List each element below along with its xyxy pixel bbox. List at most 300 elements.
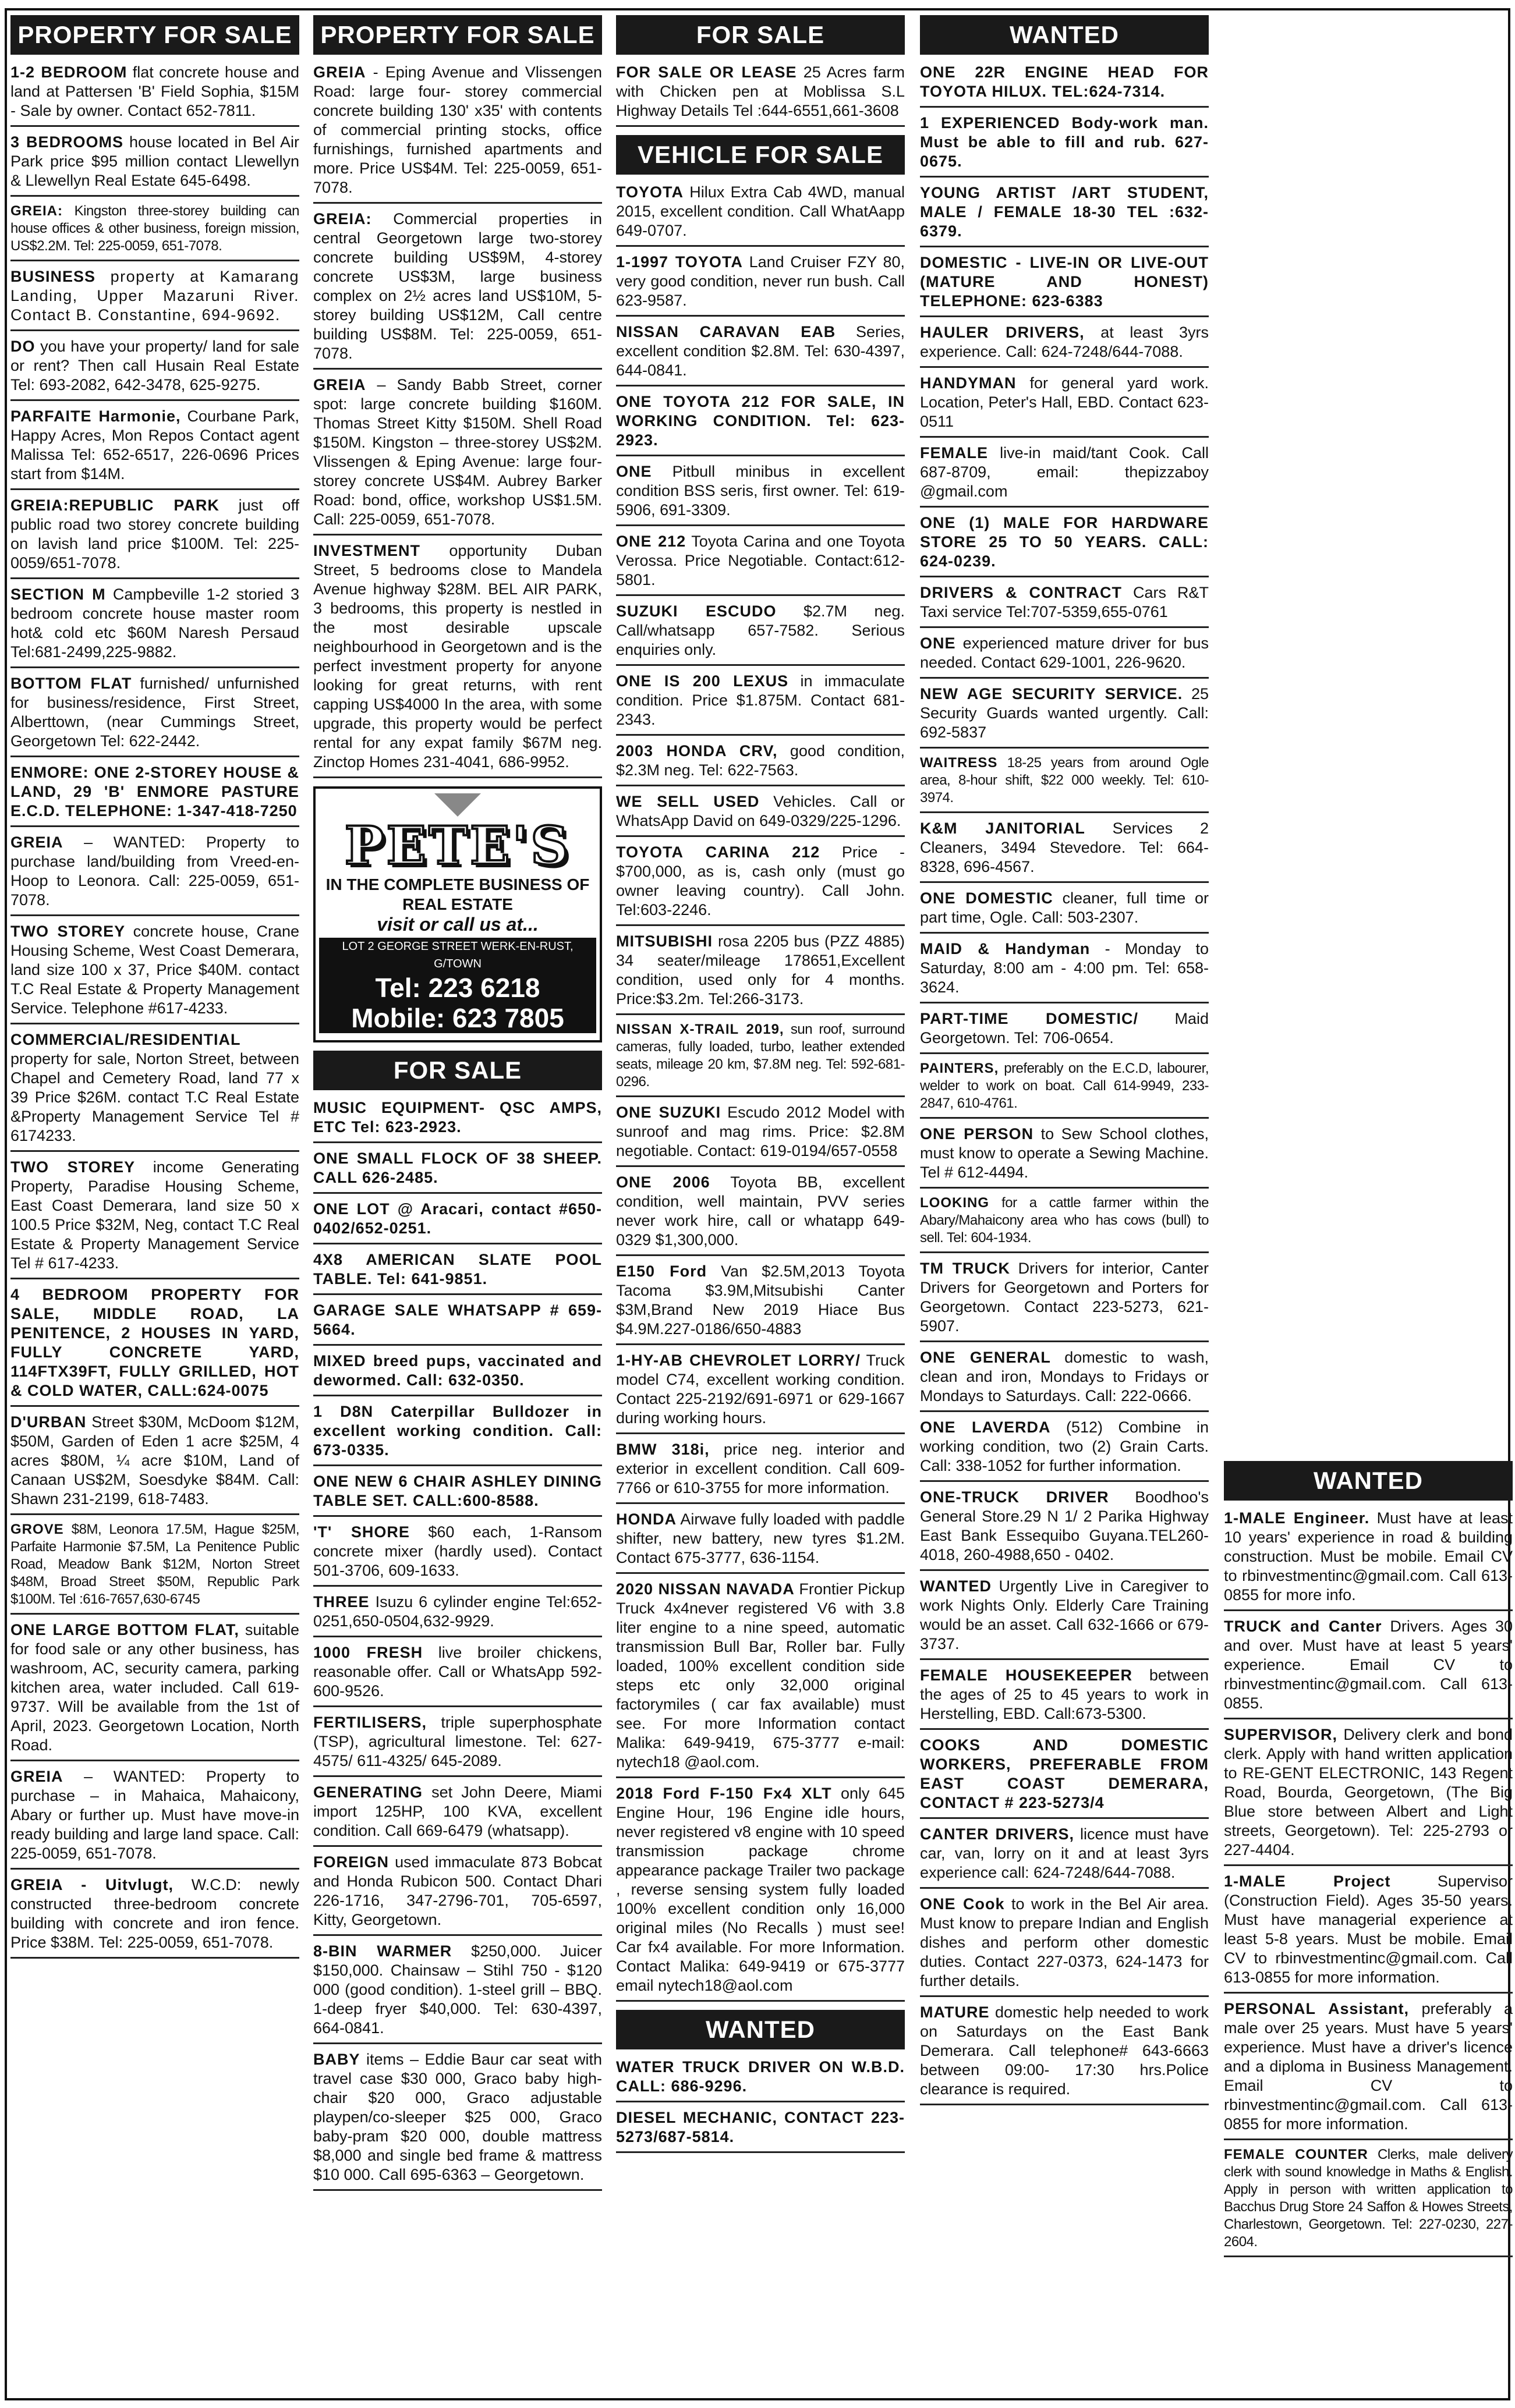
ad-body: Street $30M, McDoom $12M, $50M, Garden of Eden 1 acre $25M, 4 acres $80M, ¼ acre $10M, Land of Canaan US$2M, Soesdyke $84M. Call: Shawn 231-2199, 618-7483.	[10, 1413, 299, 1508]
ad-body: - Monday to Saturday, 8:00 am - 4:00 pm. Tel: 658-3624.	[920, 940, 1209, 996]
ad-body: for general yard work. Location, Peter's Hall, EBD. Contact 623-0511	[920, 374, 1209, 430]
classified-ad	[313, 1352, 602, 1396]
ad-heading: 1-HY-AB CHEVROLET LORRY/	[616, 1352, 861, 1369]
ad-body: flat concrete house and land at Pattersen 'B' Field Sophia, $15M - Sale by owner. Contact 652-7811.	[10, 63, 299, 119]
classified-ad	[920, 513, 1209, 577]
classified-ad	[616, 792, 905, 837]
ad-heading: ONE 212	[616, 533, 686, 550]
ad-body: between the ages of 25 to 45 years to work in Herstelling, EBD. Call:673-5300.	[920, 1666, 1209, 1722]
classified-ad	[920, 253, 1209, 317]
ad-body: furnished/ unfurnished for business/residence, First Street, Alberttown, (near Cummings Street, Georgetown Tel: 622-2442.	[10, 675, 299, 750]
ad-body: Campbeville 1-2 storied 3 bedroom concrete house master room hot& cold etc $60M Naresh Persaud Tel:681-2499,225-9882.	[10, 586, 299, 661]
ad-heading: 8-BIN WARMER	[313, 1942, 452, 1960]
ad-body: Commercial properties in central Georgetown large two-storey concrete building US$9M, 4-storey concrete US$3M, large business complex on 2½ acres land US$10M, 5-storey building US$12M, Call centre building US$8M. Tel: 225-0059, 651-7078.	[313, 210, 602, 362]
column-3	[616, 15, 905, 2153]
ad-body: Cars R&T Taxi service Tel:707-5359,655-0761	[920, 584, 1209, 620]
ad-body: live-in maid/tant Cook. Call 687-8709, email: thepizzaboy @gmail.com	[920, 444, 1209, 500]
classified-ad	[313, 63, 602, 204]
ad-body: used immaculate 873 Bobcat and Honda Rubicon 500. Contact Dhari 226-1716, 347-2796-701, 705-6597, Kitty, Georgetown.	[313, 1853, 602, 1928]
ad-heading: 4X8 AMERICAN SLATE POOL TABLE. Tel: 641-9851.	[313, 1251, 602, 1288]
ad-heading: 'T' SHORE	[313, 1523, 410, 1541]
ad-body: $2.7M neg. Call/whatsapp 657-7582. Serious enquiries only.	[616, 602, 905, 658]
ad-heading: PAINTERS,	[920, 1061, 999, 1076]
ad-body: Maid Georgetown. Tel: 706-0654.	[920, 1010, 1209, 1047]
classified-ad	[10, 1285, 299, 1407]
ad-heading: ONE PERSON	[920, 1125, 1034, 1143]
ad-body: price neg. interior and exterior in excellent condition. Call 609-7766 or 610-3755 for more information.	[616, 1441, 905, 1496]
ad-body: good condition, $2.3M neg. Tel: 622-7563.	[616, 742, 905, 779]
ad-list	[616, 63, 905, 127]
ad-body: only 645 Engine Hour, 196 Engine idle hours, never registered v8 engine with 10 speed transmission package chrome appearance package Trailer two package , reverse sensing system fully loaded 100% excellent condition only 16,000 original miles (No Recalls ) must see! Car fx4 available. For more Information. Contact Malika: 649-9419 or 675-3777 email nytech18@aol.com	[616, 1785, 905, 1994]
classified-ad	[10, 674, 299, 757]
classified-ad	[920, 1194, 1209, 1253]
ad-body: Van $2.5M,2013 Toyota Tacoma $3.9M,Mitsubishi Canter $3M,Brand New 2019 Hiace Bus $4.9M.227-0186/650-4883	[616, 1262, 905, 1338]
ad-body: house located in Bel Air Park price $95 million contact Llewellyn & Llewellyn Real Estate 645-6498.	[10, 133, 300, 189]
classified-ad	[616, 1784, 905, 2002]
classified-ad	[313, 1472, 602, 1517]
ad-body: Toyota BB, excellent condition, well maintain, PVV series never work hire, call or whatapp 649-0329 $1,300,000.	[616, 1173, 905, 1249]
ad-heading: MIXED breed pups, vaccinated and dewormed. Call: 632-0350.	[313, 1352, 602, 1389]
ad-body: domestic to wash, clean and iron, Mondays to Fridays or Mondays to Saturdays. Call: 222-0666.	[920, 1349, 1209, 1405]
ad-body: set John Deere, Miami import 125HP, 100 KVA, excellent condition. Call 669-6479 (whatsapp).	[313, 1783, 602, 1839]
classified-ad	[616, 602, 905, 666]
ad-heading: 1-1997 TOYOTA	[616, 253, 743, 271]
ad-heading: LOOKING	[920, 1195, 989, 1211]
ad-body: Toyota Carina and one Toyota Verossa. Price Negotiable. Contact:612-5801.	[616, 533, 905, 588]
ad-heading: MITSUBISHI	[616, 932, 713, 950]
classified-ad	[920, 1125, 1209, 1189]
classified-ad	[920, 323, 1209, 368]
classified-ad	[1224, 1509, 1513, 1611]
classified-ad	[10, 1030, 299, 1152]
ad-heading: GREIA:	[313, 210, 372, 228]
classified-ad	[920, 754, 1209, 813]
ad-body: W.C.D: newly constructed three-bedroom concrete building with concrete and iron fence. Price $38M. Tel: 225-0059, 651-7078.	[10, 1876, 299, 1951]
ad-body: Escudo 2012 Model with sunroof and mag rims. Price: $2.8M negotiable. Contact: 619-0194/657-0558	[616, 1104, 905, 1159]
ad-body: Boodhoo's General Store.29 N 1/ 2 Parika Highway East Bank Essequibo Guyana.TEL260-4018, 260-4988,650 - 0402.	[920, 1488, 1209, 1563]
ad-body: Price - $700,000, as is, cash only (must go owner leaving country). Call John. Tel:603-2246.	[616, 843, 905, 918]
classified-ad	[313, 1643, 602, 1707]
classified-ad	[616, 742, 905, 786]
section-header-vehicle-for-sale: VEHICLE FOR SALE	[616, 135, 905, 175]
classified-ad	[1224, 2146, 1513, 2257]
promo-address: LOT 2 GEORGE STREET WERK-EN-RUST, G/TOWN	[319, 938, 596, 973]
petes-logo: PETE'S	[344, 815, 571, 877]
classified-ad	[313, 1301, 602, 1346]
ad-heading: NEW AGE SECURITY SERVICE.	[920, 685, 1183, 703]
ad-heading: GREIA	[313, 63, 366, 81]
ad-body: Pitbull minibus in excellent condition BSS seris, first owner. Tel: 619-5906, 691-3309.	[616, 463, 905, 519]
ad-heading: TOYOTA CARINA 212	[616, 843, 820, 861]
ad-body: Must have at least 10 years' experience in road & building construction. Must be mobile. Email CV to rbinvestmentinc@gmail.com. Call 613-0855 for more info.	[1224, 1509, 1513, 1604]
ad-body: 25 Acres farm with Chicken pen at Moblissa S.L Highway Details Tel :644-6551,661-3608	[616, 63, 905, 119]
ad-body: 25 Security Guards wanted urgently. Call: 692-5837	[920, 685, 1209, 741]
classified-ad	[616, 322, 905, 386]
classified-ad	[10, 833, 299, 916]
classified-ad	[10, 1158, 299, 1279]
ad-heading: 1000 FRESH	[313, 1644, 423, 1661]
classified-ad	[920, 1666, 1209, 1730]
ad-body: items – Eddie Baur car seat with travel case $30 000, Graco baby high-chair $20 000, Graco adjustable playpen/co-sleeper $25 000, Graco baby-pram $20 000, double mattress $8,000 and single bed frame & mattress $10 000. Call 695-6363 – Georgetown.	[313, 2051, 602, 2183]
ad-body: – WANTED: Property to purchase land/building from Vreed-en-Hoop to Leonora. Call: 225-0059, 651-7078.	[10, 834, 299, 909]
ad-heading: 2018 Ford F-150 Fx4 XLT	[616, 1785, 832, 1802]
ad-body: Frontier Pickup Truck 4x4never registered V6 with 3.8 liter engine to a nine speed, automatic transmission Bull Bar, Roller bar. Fully loaded, 100% excellent condition side steps etc only 32,000 original factorymiles ( car fax available) must see. For more Information contact Malika: 649-9419, 675-3777 e-mail: nytech18 @aol.com.	[616, 1580, 905, 1771]
ad-body: Services 2 Cleaners, 3494 Stevedore. Tel: 664-8328, 696-4567.	[920, 820, 1209, 875]
ad-body: you have your property/ land for sale or rent? Then call Husain Real Estate Tel: 693-2082, 642-3478, 625-9275.	[10, 338, 299, 393]
ad-body: Airwave fully loaded with paddle shifter, new battery, new tyres $1.2M. Contact 675-3777, 636-1154.	[616, 1510, 905, 1566]
ad-body: property for sale, Norton Street, between Chapel and Cemetery Road, land 77 x 39 Price $26M. contact T.C Real Estate &Property Management Service Tel # 6174233.	[10, 1050, 299, 1144]
classified-ad	[920, 685, 1209, 749]
ad-body: – WANTED: Property to purchase – in Mahaica, Mahaicony, Abary or further up. Must have move-in ready building and large land space. Call: 225-0059, 651-7078.	[10, 1768, 299, 1862]
ad-body: 18-25 years from around Ogle area, 8-hour shift, $22 000 weekly. Tel: 610-3974.	[920, 755, 1209, 806]
ad-body: sun roof, surround cameras, fully loaded, turbo, leather extended seats, mileage 20 km, $7.8M neg. Tel: 592-681-0296.	[616, 1022, 905, 1090]
classified-ad	[313, 1783, 602, 1847]
ad-body: rosa 2205 bus (PZZ 4885) 34 seater/mileage 178651,Excellent condition, used only for 4 months. Price:$3.2m. Tel:266-3173.	[616, 932, 905, 1008]
ad-heading: ONE	[616, 463, 652, 480]
classified-ad	[10, 203, 299, 261]
classified-ad	[313, 1200, 602, 1244]
ad-heading: THREE	[313, 1593, 370, 1611]
ad-heading: ONE-TRUCK DRIVER	[920, 1488, 1109, 1506]
ad-heading: ONE DOMESTIC	[920, 889, 1053, 907]
classified-ad	[616, 462, 905, 526]
ad-body: for a cattle farmer within the Abary/Mahaicony area who has cows (bull) to sell. Tel: 604-1934.	[920, 1195, 1209, 1246]
ad-body: to Sew School clothes, must know to operate a Sewing Machine. Tel # 612-4494.	[920, 1125, 1209, 1181]
classified-ad	[313, 1250, 602, 1295]
ad-heading: COOKS AND DOMESTIC WORKERS, PREFERABLE FROM EAST COAST DEMERARA, CONTACT # 223-5273/4	[920, 1736, 1209, 1811]
ad-heading: ONE SUZUKI	[616, 1104, 721, 1121]
ad-heading: WE SELL USED	[616, 793, 760, 810]
ad-heading: DRIVERS & CONTRACT	[920, 584, 1122, 601]
ad-heading: YOUNG ARTIST /ART STUDENT, MALE / FEMALE 18-30 TEL :632-6379.	[920, 184, 1209, 240]
classified-ad	[10, 1767, 299, 1870]
classified-ad	[616, 672, 905, 736]
classified-ad	[616, 1262, 905, 1345]
section-header-property-for-sale-2: PROPERTY FOR SALE	[313, 15, 602, 55]
ad-heading: 1 EXPERIENCED Body-work man. Must be able to fill and rub. 627-0675.	[920, 114, 1209, 170]
ad-heading: HAULER DRIVERS,	[920, 324, 1085, 341]
promo-tel: Tel: 223 6218	[319, 973, 596, 1003]
classified-ad	[920, 583, 1209, 628]
classified-ad	[920, 2003, 1209, 2105]
ad-body: Clerks, male delivery clerk with sound knowledge in Maths & English. Apply in person with written application to Bacchus Drug Store 24 Saffon & Howes Streets, Charlestown, Georgetown. Tel: 227-0230, 227-2604.	[1224, 2147, 1513, 2250]
classified-ad	[920, 183, 1209, 247]
classified-ad	[313, 1853, 602, 1936]
arrow-down-icon	[434, 793, 481, 817]
ad-heading: ONE IS 200 LEXUS	[616, 672, 789, 690]
classified-ad	[313, 210, 602, 370]
classified-ad	[313, 1402, 602, 1466]
classified-ad	[920, 1348, 1209, 1412]
section-header-wanted: WANTED	[920, 15, 1209, 55]
classified-ad	[920, 1488, 1209, 1571]
ad-heading: PERSONAL Assistant,	[1224, 2000, 1410, 2017]
ad-heading: WANTED	[920, 1577, 992, 1595]
ad-list	[313, 1098, 602, 2191]
ad-heading: 4 BEDROOM PROPERTY FOR SALE, MIDDLE ROAD, LA PENITENCE, 2 HOUSES IN YARD, FULLY CONCRETE YARD, 114FTX39FT, FULLY GRILLED, HOT & COLD WATER, CALL:624-0075	[10, 1286, 299, 1399]
ad-body: (512) Combine in working condition, two (2) Grain Carts. Call: 338-1052 for further information.	[920, 1418, 1209, 1474]
ad-list	[616, 2058, 905, 2153]
ad-heading: ONE LOT @ Aracari, contact #650-0402/652-0251.	[313, 1200, 602, 1237]
ad-heading: NISSAN X-TRAIL 2019,	[616, 1022, 784, 1037]
ad-heading: NISSAN CARAVAN EAB	[616, 323, 836, 341]
classified-ad	[10, 407, 299, 490]
promo-tagline: IN THE COMPLETE BUSINESS OF REAL ESTATE	[325, 875, 590, 913]
ad-list	[920, 63, 1209, 2105]
classified-ad	[313, 1942, 602, 2044]
classified-ad	[616, 1580, 905, 1778]
ad-heading: ONE 2006	[616, 1173, 710, 1191]
classified-ad	[313, 1523, 602, 1587]
ad-body: concrete house, Crane Housing Scheme, West Coast Demerara, land size 100 x 37, Price $40M. contact T.C Real Estate & Property Management Service. Telephone #617-4233.	[10, 923, 299, 1017]
promo-visit: visit or call us at...	[377, 914, 539, 935]
ad-body: triple superphosphate (TSP), agricultural limestone. Tel: 627-4575/ 611-4325/ 645-2089.	[313, 1714, 602, 1769]
classified-ad	[920, 1009, 1209, 1054]
ad-body: Isuzu 6 cylinder engine Tel:652-0251,650-0504,632-9929.	[313, 1593, 602, 1630]
section-header-for-sale: FOR SALE	[616, 15, 905, 55]
classified-ad	[313, 1593, 602, 1637]
classified-ad	[1224, 1725, 1513, 1866]
ad-heading: MATURE	[920, 2003, 990, 2021]
ad-body: $8M, Leonora 17.5M, Hague $25M, Parfaite Harmonie $7.5M, La Penitence Public Road, Meadow Bank $12M, Norton Street $48M, Broad Street $50M, Republic Park $100M. Tel :616-7657,630-6745	[10, 1522, 299, 1607]
classified-ad	[920, 374, 1209, 438]
ad-heading: SECTION M	[10, 586, 106, 603]
ad-heading: BOTTOM FLAT	[10, 675, 132, 692]
ad-heading: GREIA - Uitvlugt,	[10, 1876, 174, 1893]
ad-body: domestic help needed to work on Saturdays on the East Bank Demerara. Call telephone# 643-6663 between 09:00- 17:30 hrs.Police clearance is required.	[920, 2003, 1209, 2098]
ad-body: opportunity Duban Street, 5 bedrooms close to Mandela Avenue highway $28M. BEL AIR PARK, 3 bedrooms, this property is nestled in the most desirable upscale neighbourhood in Georgetown and is the perfect investment property for anyone looking for great returns, with rent capping US$4000 In the area, with some upgrade, this property would be perfect rental for any expat family $67M neg. Zinctop Homes 231-4041, 686-9952.	[313, 542, 602, 771]
classified-ad	[616, 253, 905, 317]
classified-ad	[10, 1413, 299, 1515]
ad-heading: PARFAITE Harmonie,	[10, 407, 181, 425]
ad-body: Kingston three-storey building can house offices & other business, foreign mission, US$2.2M. Tel: 225-0059, 651-7078.	[10, 203, 299, 254]
classified-ad	[920, 819, 1209, 883]
classified-ad	[10, 1875, 299, 1959]
classified-ad	[10, 337, 299, 401]
ad-heading: 1-2 BEDROOM	[10, 63, 128, 81]
classified-ad	[10, 267, 299, 331]
ad-heading: TOYOTA	[616, 183, 684, 201]
ad-body: Drivers. Ages 30 and over. Must have at least 5 years' experience. Email CV to rbinvestmentinc@gmail.com. Call 613-0855.	[1224, 1618, 1513, 1712]
ad-heading: ONE LARGE BOTTOM FLAT,	[10, 1621, 239, 1639]
column-1	[10, 15, 299, 1959]
ad-list	[313, 63, 602, 778]
classified-ad	[920, 634, 1209, 679]
ad-body: experienced mature driver for bus needed. Contact 629-1001, 226-9620.	[920, 634, 1209, 671]
ad-heading: COMMERCIAL/RESIDENTIAL	[10, 1031, 241, 1048]
ad-heading: TWO STOREY	[10, 1158, 136, 1176]
petes-real-estate-promo	[313, 786, 602, 1042]
classified-ad	[10, 133, 299, 197]
classified-ad	[616, 932, 905, 1015]
ad-heading: ENMORE: ONE 2-STOREY HOUSE & LAND, 29 'B' ENMORE PASTURE E.C.D. TELEPHONE: 1-347-418-7250	[10, 764, 299, 820]
classified-ad	[920, 63, 1209, 108]
classified-ad	[920, 939, 1209, 1003]
ad-body: - Eping Avenue and Vlissengen Road: large four- storey commercial concrete building 130' x35' with contents of commercial printing stocks, office furnishings, furnished apartments and more. Price US$4M. Tel: 225-0059, 651-7078.	[313, 63, 602, 196]
ad-body: to work in the Bel Air area. Must know to prepare Indian and English dishes and perform other domestic duties. Contact 227-0373, 624-1473 for further details.	[920, 1895, 1209, 1989]
ad-heading: ONE TOYOTA 212 FOR SALE, IN WORKING CONDITION. Tel: 623-2923.	[616, 393, 905, 449]
promo-mobile: Mobile: 623 7805	[319, 1003, 596, 1033]
ad-body: – Sandy Babb Street, corner spot: large concrete building $160M. Thomas Street Kitty $150M. Shell Road $150M. Kingston – three-storey US$2M. Vlissengen & Eping Avenue: large four- storey concrete US$4M. Aubrey Barker Road: bond, office, workshop US$1.5M. Call: 225-0059, 651-7078.	[313, 376, 602, 528]
classified-ad	[616, 2108, 905, 2153]
classified-ad	[616, 1351, 905, 1434]
ad-body: live broiler chickens, reasonable offer. Call or WhatsApp 592-600-9526.	[313, 1644, 602, 1700]
ad-body: Drivers for interior, Canter Drivers for Georgetown and Porters for Georgetown. Contact 223-5273, 621-5907.	[920, 1260, 1209, 1335]
ad-body: Vehicles. Call or WhatsApp David on 649-0329/225-1296.	[616, 793, 905, 829]
classified-ad	[616, 2058, 905, 2102]
ad-heading: ONE NEW 6 CHAIR ASHLEY DINING TABLE SET. CALL:600-8588.	[313, 1473, 602, 1509]
ad-heading: GREIA:REPUBLIC PARK	[10, 497, 220, 514]
classified-ad	[10, 922, 299, 1024]
classified-ad	[10, 763, 299, 827]
ad-heading: TRUCK and Canter	[1224, 1618, 1382, 1635]
ad-body: licence must have car, van, lorry on it and at least 3yrs experience call: 624-7248/644-7088.	[920, 1825, 1209, 1881]
classified-ad	[920, 114, 1209, 178]
ad-body: preferably a male over 25 years. Must have 5 years' experience. Must have a driver's licence and a diploma in Business Management. Email CV to rbinvestmentinc@gmail.com. Call 613-0855 for more information.	[1224, 2000, 1513, 2133]
ad-heading: PART-TIME DOMESTIC/	[920, 1010, 1138, 1027]
ad-heading: 1 D8N Caterpillar Bulldozer in excellent working condition. Call: 673-0335.	[313, 1403, 602, 1459]
ad-heading: GREIA	[313, 376, 366, 393]
ad-heading: BMW 318i,	[616, 1441, 710, 1458]
ad-heading: 3 BEDROOMS	[10, 133, 123, 151]
classified-ad	[616, 532, 905, 596]
ad-body: Hilux Extra Cab 4WD, manual 2015, excellent condition. Call WhatAapp 649-0707.	[616, 183, 905, 239]
ad-heading: 2020 NISSAN NAVADA	[616, 1580, 795, 1598]
ad-heading: ONE LAVERDA	[920, 1418, 1051, 1436]
ad-heading: GREIA	[10, 834, 63, 851]
section-header-property-for-sale: PROPERTY FOR SALE	[10, 15, 299, 55]
classified-ad	[313, 375, 602, 535]
ad-body: Land Cruiser FZY 80, very good condition, never run bush. Call 623-9587.	[616, 253, 905, 309]
ad-heading: ONE 22R ENGINE HEAD FOR TOYOTA HILUX. TEL:624-7314.	[920, 63, 1209, 100]
ad-body: preferably on the E.C.D, labourer, welder to work on boat. Call 614-9949, 233-2847, 610-4761.	[920, 1061, 1209, 1111]
ad-heading: D'URBAN	[10, 1413, 87, 1431]
ad-body: at least 3yrs experience. Call: 624-7248/644-7088.	[920, 324, 1209, 360]
classified-ad	[920, 1060, 1209, 1119]
classified-ad	[616, 1021, 905, 1097]
ad-heading: BUSINESS	[10, 268, 96, 285]
classified-ad	[616, 843, 905, 926]
ad-heading: DIESEL MECHANIC, CONTACT 223-5273/687-5814.	[616, 2109, 905, 2145]
ad-heading: GREIA	[10, 1768, 63, 1785]
ad-heading: 2003 HONDA CRV,	[616, 742, 778, 760]
column-2	[313, 15, 602, 2191]
classified-ad	[10, 496, 299, 579]
ad-heading: K&M JANITORIAL	[920, 820, 1085, 837]
ad-body: Truck model C74, excellent working condition. Contact 225-2192/691-6971 or 629-1667 during working hours.	[616, 1352, 905, 1427]
ad-heading: ONE SMALL FLOCK OF 38 SHEEP. CALL 626-2485.	[313, 1150, 602, 1186]
ad-heading: ONE (1) MALE FOR HARDWARE STORE 25 TO 50 YEARS. CALL: 624-0239.	[920, 514, 1209, 570]
ad-list	[10, 63, 299, 1959]
classified-ad	[313, 1713, 602, 1777]
ad-body: Supervisor (Construction Field). Ages 35-50 years. Must have managerial experience at least 5-8 years. Must be mobile. Email CV to rbinvestmentinc@gmail.com. Call 613-0855 for more information.	[1224, 1873, 1513, 1986]
ad-heading: ONE	[920, 634, 956, 652]
ad-heading: INVESTMENT	[313, 542, 421, 559]
ad-heading: TWO STOREY	[10, 923, 126, 940]
classified-ad	[616, 63, 905, 127]
ad-heading: GENERATING	[313, 1783, 423, 1801]
ad-heading: HANDYMAN	[920, 374, 1017, 392]
classified-ad	[10, 585, 299, 668]
ad-heading: ONE GENERAL	[920, 1349, 1051, 1366]
ad-list	[616, 183, 905, 2002]
ad-heading: FOR SALE OR LEASE	[616, 63, 797, 81]
classified-ad	[616, 1510, 905, 1574]
ad-heading: E150 Ford	[616, 1262, 707, 1280]
classified-ad	[10, 1521, 299, 1615]
classifieds-page	[5, 8, 1513, 2400]
ad-heading: DO	[10, 338, 36, 355]
ad-heading: 1-MALE Engineer.	[1224, 1509, 1370, 1527]
ad-heading: FEMALE HOUSEKEEPER	[920, 1666, 1132, 1684]
ad-body: Series, excellent condition $2.8M. Tel: 630-4397, 644-0841.	[616, 323, 905, 379]
classified-ad	[920, 1418, 1209, 1482]
ad-heading: GREIA:	[10, 203, 63, 219]
ad-body: $60 each, 1-Ransom concrete mixer (hardly used). Contact 501-3706, 609-1633.	[313, 1523, 602, 1579]
classified-ad	[1224, 1872, 1513, 1994]
classified-ad	[616, 392, 905, 456]
ad-heading: FOREIGN	[313, 1853, 390, 1871]
column-4	[920, 15, 1209, 2105]
ad-body: suitable for food sale or any other business, has washroom, AC, security camera, parking kitchen area, water included. Call 619-9737. Will be available from the 1st of April, 2023. Georgetown Location, North Road.	[10, 1621, 299, 1754]
ad-body: $250,000. Juicer $150,000. Chainsaw – Stihl 750 - $120 000 (good condition). 1-steel grill – BBQ. 1-deep fryer $40,000. Tel: 630-4397, 664-0841.	[313, 1942, 603, 2037]
ad-body: cleaner, full time or part time, Ogle. Call: 503-2307.	[920, 889, 1209, 926]
ad-heading: WATER TRUCK DRIVER ON W.B.D. CALL: 686-9296.	[616, 2058, 905, 2095]
ad-list	[1224, 1509, 1513, 2257]
ad-body: in immaculate condition. Price $1.875M. Contact 681-2343.	[616, 672, 905, 728]
ad-body: Delivery clerk and bond clerk. Apply with hand written application to RE-GENT ELECTRONIC, 143 Regent Road, Bourda, Georgetown, (The Big Blue store between Albert and Light streets, Georgetown). Tel: 225-2793 or 227-4404.	[1224, 1726, 1513, 1859]
section-header-for-sale: FOR SALE	[313, 1051, 602, 1090]
classified-ad	[313, 2050, 602, 2191]
classified-ad	[920, 1825, 1209, 1889]
ad-heading: CANTER DRIVERS,	[920, 1825, 1074, 1843]
classified-ad	[920, 444, 1209, 508]
classified-ad	[313, 1149, 602, 1194]
ad-heading: SUZUKI ESCUDO	[616, 602, 777, 620]
classified-ad	[616, 1103, 905, 1167]
classified-ad	[920, 1895, 1209, 1997]
classified-ad	[10, 1620, 299, 1761]
ad-heading: DOMESTIC - LIVE-IN OR LIVE-OUT (MATURE AND HONEST) TELEPHONE: 623-6383	[920, 254, 1209, 310]
section-header-wanted: WANTED	[616, 2010, 905, 2049]
ad-heading: GROVE	[10, 1522, 64, 1537]
ad-heading: ONE Cook	[920, 1895, 1005, 1913]
classified-ad	[1224, 1999, 1513, 2140]
ad-body: Courbane Park, Happy Acres, Mon Repos Contact agent Malissa Tel: 652-6517, 226-0696 Prices start from $14M.	[10, 407, 300, 483]
ad-heading: HONDA	[616, 1510, 677, 1528]
section-header-wanted: WANTED	[1224, 1461, 1513, 1501]
ad-body: income Generating Property, Paradise Housing Scheme, East Coast Demerara, land size 50 x 100.5 Price $32M, Neg, contact T.C Real Estate & Property Management Service Tel # 617-4233.	[10, 1158, 300, 1272]
classified-ad	[10, 63, 299, 127]
ad-body: just off public road two storey concrete building on lavish land price $100M. Tel: 225-0059/651-7078.	[10, 497, 299, 572]
classified-ad	[313, 541, 602, 778]
ad-heading: FEMALE COUNTER	[1224, 2147, 1368, 2162]
ad-heading: BABY	[313, 2051, 360, 2068]
column-5	[1224, 1461, 1513, 2257]
ad-body: Urgently Live in Caregiver to work Nights Only. Elderly Care Training would be an asset. Call 632-1666 or 679-3737.	[920, 1577, 1209, 1652]
ad-heading: SUPERVISOR,	[1224, 1726, 1338, 1743]
ad-heading: MUSIC EQUIPMENT- QSC AMPS, ETC Tel: 623-2923.	[313, 1099, 602, 1136]
classified-ad	[920, 1577, 1209, 1660]
ad-heading: FEMALE	[920, 444, 988, 462]
classified-ad	[313, 1098, 602, 1143]
classified-ad	[616, 183, 905, 247]
classified-ad	[920, 1259, 1209, 1342]
classified-ad	[1224, 1617, 1513, 1719]
classified-ad	[616, 1440, 905, 1504]
ad-body: property at Kamarang Landing, Upper Mazaruni River. Contact B. Constantine, 694-9692.	[10, 268, 299, 324]
ad-heading: FERTILISERS,	[313, 1714, 427, 1731]
